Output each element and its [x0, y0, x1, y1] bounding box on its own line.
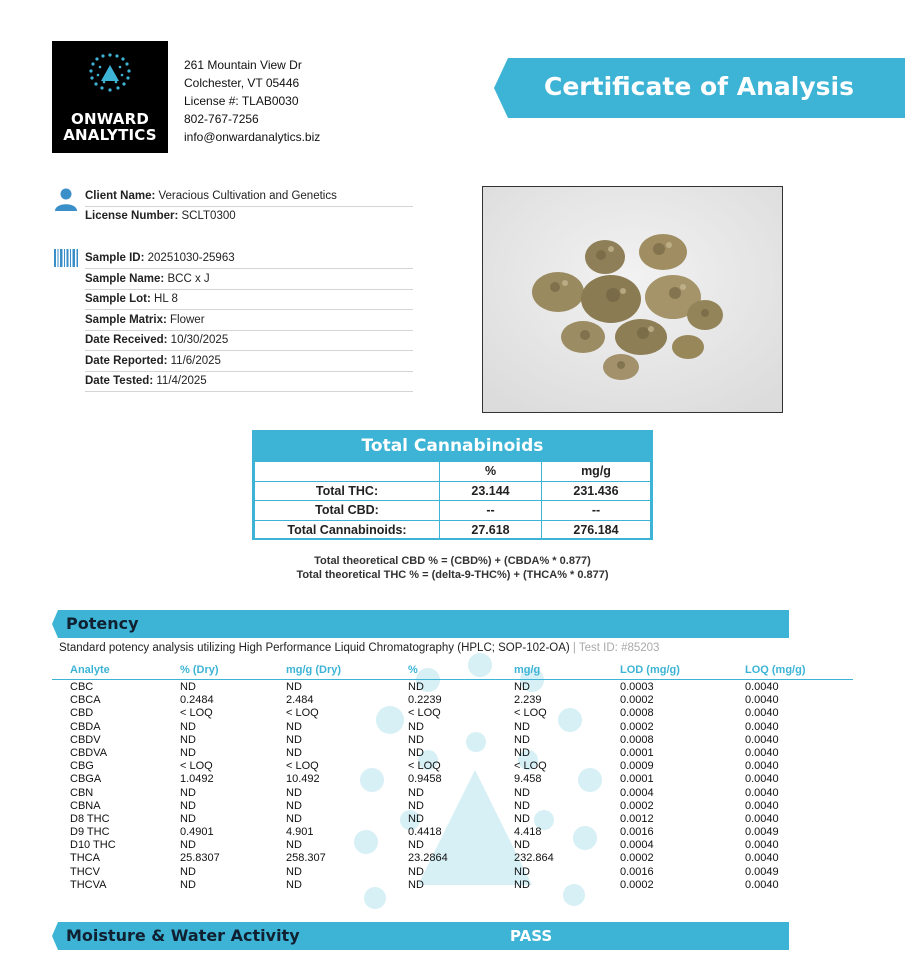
cell-mg: ND [514, 681, 530, 693]
col-pct: % [408, 664, 418, 676]
cell-pct: ND [408, 839, 424, 852]
sample-matrix-row [85, 310, 413, 331]
cell-pct-dry: ND [180, 681, 196, 693]
cell-mg-dry: ND [286, 878, 302, 891]
cell-analyte: CBDV [70, 733, 101, 746]
cell-loq: 0.0040 [745, 681, 779, 693]
cell-mg: 4.418 [514, 826, 542, 839]
cell-mg-dry: ND [286, 733, 302, 746]
col-mg-dry: mg/g (Dry) [286, 664, 341, 676]
client-license-value: SCLT0300 [181, 210, 236, 222]
totals-row-mg: 231.436 [542, 481, 651, 501]
cell-loq: 0.0040 [745, 839, 779, 852]
cell-loq: 0.0040 [745, 733, 779, 746]
cell-pct-dry: ND [180, 878, 196, 891]
totals-col-mg: mg/g [542, 462, 651, 482]
cell-mg: 9.458 [514, 773, 542, 786]
total-cannabinoids-header: Total Cannabinoids [254, 432, 651, 461]
cell-pct-dry: < LOQ [180, 760, 213, 773]
client-name-value: Veracious Cultivation and Genetics [158, 190, 337, 202]
cell-mg: ND [514, 799, 530, 812]
table-row [52, 721, 853, 734]
cell-pct: ND [408, 733, 424, 746]
cell-analyte: D8 THC [70, 812, 110, 825]
cell-pct: 0.2239 [408, 694, 442, 707]
cell-pct-dry: 1.0492 [180, 773, 214, 786]
cell-mg-dry: 10.492 [286, 773, 320, 786]
cell-pct: ND [408, 720, 424, 733]
cell-lod: 0.0002 [620, 694, 654, 707]
cell-pct: ND [408, 681, 424, 693]
cell-pct-dry: ND [180, 720, 196, 733]
table-row [255, 481, 651, 501]
cell-mg-dry: ND [286, 839, 302, 852]
sample-photo [482, 186, 783, 413]
cbd-formula: Total theoretical CBD % = (CBD%) + (CBDA% * 0.877) [314, 555, 591, 567]
table-row [52, 707, 853, 720]
cell-mg-dry: ND [286, 681, 302, 693]
cell-lod: 0.0008 [620, 707, 654, 720]
coa-title-banner [494, 58, 905, 118]
totals-col-pct: % [440, 462, 542, 482]
totals-row-pct: -- [440, 501, 542, 521]
cell-pct: 23.2864 [408, 852, 448, 865]
cell-mg-dry: < LOQ [286, 760, 319, 773]
table-row [52, 866, 853, 879]
cell-loq: 0.0040 [745, 720, 779, 733]
totals-row-pct: 23.144 [440, 481, 542, 501]
cell-mg-dry: 258.307 [286, 852, 326, 865]
sample-matrix-value: Flower [170, 313, 205, 326]
cell-loq: 0.0040 [745, 773, 779, 786]
cell-analyte: CBC [70, 681, 94, 693]
totals-row-label: Total Cannabinoids: [255, 520, 440, 540]
lab-phone: 802-767-7256 [184, 112, 259, 126]
table-row [255, 501, 651, 521]
cell-loq: 0.0040 [745, 786, 779, 799]
table-row [52, 813, 853, 826]
cell-analyte: CBCA [70, 694, 101, 707]
cell-loq: 0.0049 [745, 865, 779, 878]
cell-mg: ND [514, 786, 530, 799]
cell-mg-dry: ND [286, 746, 302, 759]
cell-mg-dry: 2.484 [286, 694, 314, 707]
address-line1: 261 Mountain View Dr [184, 58, 302, 72]
cell-pct: ND [408, 746, 424, 759]
cell-pct-dry: ND [180, 786, 196, 799]
sample-matrix-label: Sample Matrix: [85, 313, 167, 326]
col-lod: LOD (mg/g) [620, 664, 680, 676]
cell-loq: 0.0040 [745, 694, 779, 707]
table-row [52, 800, 853, 813]
cell-loq: 0.0040 [745, 760, 779, 773]
cell-pct-dry: ND [180, 865, 196, 878]
cell-analyte: THCA [70, 852, 100, 865]
cell-pct: ND [408, 786, 424, 799]
cell-analyte: D10 THC [70, 839, 116, 852]
date-received-row [85, 330, 413, 351]
date-tested-label: Date Tested: [85, 375, 154, 387]
moisture-result-badge: PASS [510, 927, 553, 945]
cell-mg: ND [514, 733, 530, 746]
cell-mg-dry: < LOQ [286, 707, 319, 720]
cell-lod: 0.0001 [620, 746, 654, 759]
cell-lod: 0.0009 [620, 760, 654, 773]
table-row [52, 773, 853, 786]
cell-mg: ND [514, 839, 530, 852]
cell-loq: 0.0040 [745, 707, 779, 720]
cell-pct: ND [408, 799, 424, 812]
cell-mg: < LOQ [514, 707, 547, 720]
col-pct-dry: % (Dry) [180, 664, 219, 676]
date-reported-row [85, 351, 413, 372]
col-mg: mg/g [514, 664, 541, 676]
table-row [52, 826, 853, 839]
totals-row-label: Total CBD: [255, 501, 440, 521]
cell-analyte: CBN [70, 786, 94, 799]
address-line2: Colchester, VT 05446 [184, 76, 300, 90]
sample-lot-label: Sample Lot: [85, 293, 151, 305]
totals-row-mg: -- [542, 501, 651, 521]
cell-analyte: THCV [70, 865, 100, 878]
totals-row-pct: 27.618 [440, 520, 542, 540]
lab-license: License #: TLAB0030 [184, 94, 299, 108]
totals-row-mg: 276.184 [542, 520, 651, 540]
client-name-label: Client Name: [85, 190, 156, 202]
cell-analyte: THCVA [70, 878, 107, 891]
potency-method-text: Standard potency analysis utilizing High Performance Liquid Chromatography (HPLC; SOP-102-OA) [59, 642, 570, 654]
date-tested-row [85, 371, 413, 392]
cell-pct-dry: ND [180, 746, 196, 759]
cell-mg: 232.864 [514, 852, 554, 865]
cell-pct: 0.9458 [408, 773, 442, 786]
lab-email[interactable]: info@onwardanalytics.biz [184, 130, 321, 144]
flower-image-icon [483, 187, 783, 413]
sample-id-value: 20251030-25963 [147, 252, 235, 264]
cell-loq: 0.0049 [745, 826, 779, 839]
table-row [52, 747, 853, 760]
cell-lod: 0.0004 [620, 786, 654, 799]
cell-mg-dry: ND [286, 720, 302, 733]
cell-mg-dry: ND [286, 812, 302, 825]
sample-name-label: Sample Name: [85, 272, 165, 285]
table-row [52, 852, 853, 865]
cell-mg-dry: ND [286, 865, 302, 878]
cell-loq: 0.0040 [745, 746, 779, 759]
formula-notes [252, 554, 653, 582]
client-license-label: License Number: [85, 210, 179, 222]
totals-row-label: Total THC: [255, 481, 440, 501]
date-reported-value: 11/6/2025 [170, 354, 221, 367]
cell-pct: ND [408, 812, 424, 825]
cell-lod: 0.0002 [620, 799, 654, 812]
table-row [52, 734, 853, 747]
logo-text-line1: ONWARD [71, 110, 149, 128]
cell-pct-dry: 0.2484 [180, 694, 214, 707]
col-analyte: Analyte [70, 664, 110, 676]
date-tested-value: 11/4/2025 [156, 375, 207, 387]
sample-lot-value: HL 8 [154, 293, 178, 305]
sample-id-row [85, 248, 413, 269]
cell-mg-dry: ND [286, 799, 302, 812]
cell-pct-dry: 25.8307 [180, 852, 220, 865]
date-received-value: 10/30/2025 [170, 334, 229, 346]
cell-loq: 0.0040 [745, 852, 779, 865]
cell-lod: 0.0012 [620, 812, 654, 825]
cell-mg: ND [514, 812, 530, 825]
cell-mg: ND [514, 746, 530, 759]
cell-pct: < LOQ [408, 707, 441, 720]
cell-analyte: CBNA [70, 799, 101, 812]
total-cannabinoids-table [252, 430, 653, 540]
cell-loq: 0.0040 [745, 799, 779, 812]
sample-name-value: BCC x J [167, 272, 210, 285]
cell-pct-dry: ND [180, 733, 196, 746]
cell-pct-dry: ND [180, 839, 196, 852]
logo-emblem-icon [52, 41, 168, 111]
table-row [52, 760, 853, 773]
cell-lod: 0.0001 [620, 773, 654, 786]
cell-mg: ND [514, 878, 530, 891]
potency-section-banner [52, 610, 789, 638]
cell-lod: 0.0003 [620, 681, 654, 693]
cell-lod: 0.0008 [620, 733, 654, 746]
cell-analyte: CBDA [70, 720, 101, 733]
cell-pct-dry: ND [180, 812, 196, 825]
barcode-icon [54, 249, 78, 267]
date-received-label: Date Received: [85, 334, 168, 346]
table-row [52, 787, 853, 800]
cell-lod: 0.0016 [620, 826, 654, 839]
totals-empty-cell [255, 462, 440, 482]
sample-id-label: Sample ID: [85, 252, 145, 264]
table-row [255, 520, 651, 540]
cell-pct: < LOQ [408, 760, 441, 773]
cell-mg-dry: ND [286, 786, 302, 799]
cell-mg: ND [514, 865, 530, 878]
page-title: Certificate of Analysis [544, 72, 854, 101]
cell-analyte: CBG [70, 760, 94, 773]
cell-pct-dry: < LOQ [180, 707, 213, 720]
table-row [52, 681, 853, 694]
potency-banner-shape [52, 610, 789, 638]
cell-loq: 0.0040 [745, 878, 779, 891]
col-loq: LOQ (mg/g) [745, 664, 806, 676]
moisture-section-banner [52, 922, 789, 950]
moisture-title: Moisture & Water Activity [66, 926, 300, 945]
cell-mg: < LOQ [514, 760, 547, 773]
potency-title: Potency [66, 614, 139, 633]
user-icon [53, 186, 79, 212]
cell-pct-dry: 0.4901 [180, 826, 214, 839]
totals-header-row [255, 462, 651, 482]
potency-description [59, 642, 659, 654]
cell-lod: 0.0016 [620, 865, 654, 878]
logo-text-line2: ANALYTICS [63, 126, 157, 144]
lab-logo [52, 41, 168, 153]
sample-name-row [85, 269, 413, 290]
thc-formula: Total theoretical THC % = (delta-9-THC%) + (THCA% * 0.877) [296, 569, 609, 581]
cell-analyte: CBDVA [70, 746, 108, 759]
client-license-row [85, 206, 413, 227]
cell-loq: 0.0040 [745, 812, 779, 825]
sample-lot-row [85, 289, 413, 310]
cell-pct: 0.4418 [408, 826, 442, 839]
lab-address-block [184, 56, 320, 146]
cell-analyte: D9 THC [70, 826, 110, 839]
cell-mg-dry: 4.901 [286, 826, 314, 839]
table-row [52, 694, 853, 707]
potency-table-header [52, 662, 853, 680]
cell-lod: 0.0002 [620, 852, 654, 865]
cell-pct: ND [408, 878, 424, 891]
cell-mg: 2.239 [514, 694, 542, 707]
cell-mg: ND [514, 720, 530, 733]
cell-lod: 0.0004 [620, 839, 654, 852]
cell-analyte: CBGA [70, 773, 102, 786]
cell-analyte: CBD [70, 707, 94, 720]
cell-pct-dry: ND [180, 799, 196, 812]
potency-table-body [52, 681, 853, 892]
potency-test-id: | Test ID: #85203 [572, 642, 660, 654]
cell-pct: ND [408, 865, 424, 878]
client-name-row [85, 186, 413, 207]
table-row [52, 839, 853, 852]
table-row [52, 879, 853, 892]
cell-lod: 0.0002 [620, 720, 654, 733]
cell-lod: 0.0002 [620, 878, 654, 891]
date-reported-label: Date Reported: [85, 354, 168, 367]
